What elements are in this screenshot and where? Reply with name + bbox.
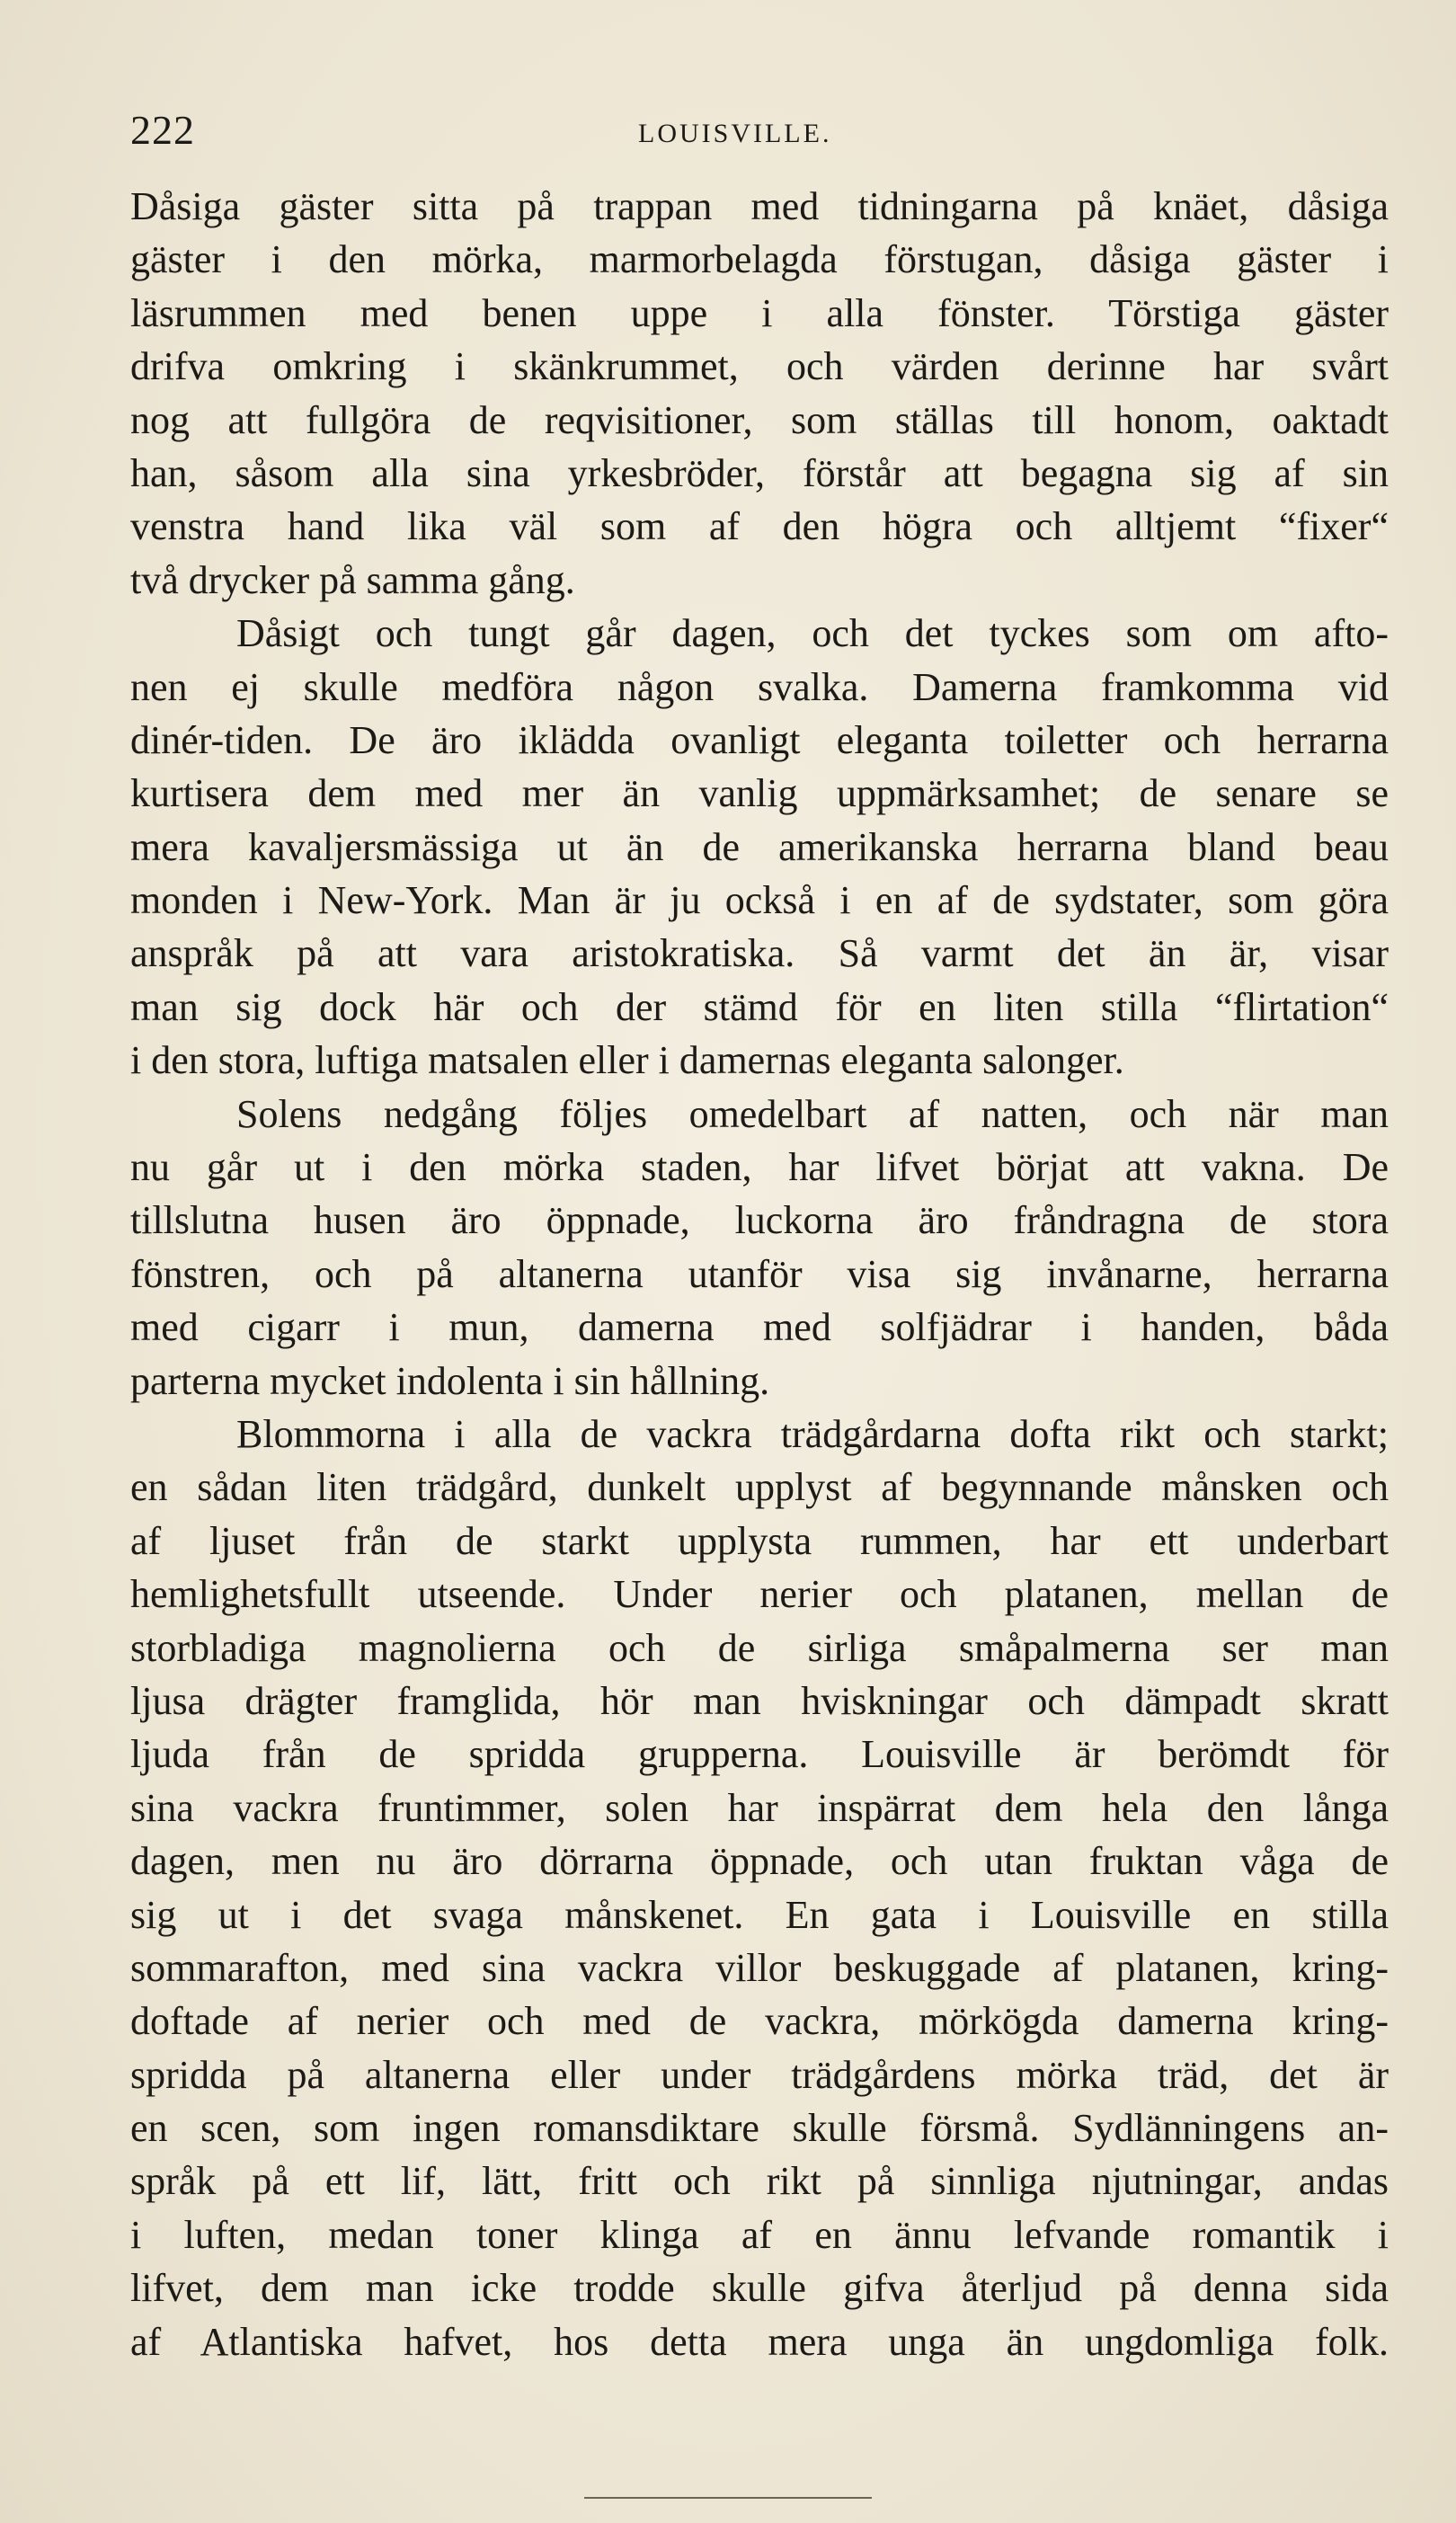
text-line: mera kavaljersmässiga ut än de amerikanska herrarna bland beau — [130, 824, 1389, 869]
text-line: tillslutna husen äro öppnade, luckorna äro fråndragna de stora — [130, 1198, 1389, 1243]
running-head: LOUISVILLE. — [638, 119, 832, 148]
text-line: sommarafton, med sina vackra villor beskuggade af platanen, kring- — [130, 1945, 1389, 1990]
text-line: Solens nedgång följes omedelbart af natten, och när man — [236, 1091, 1389, 1136]
text-line: med cigarr i mun, damerna med solfjädrar i handen, båda — [130, 1305, 1389, 1350]
text-line: drifva omkring i skänkrummet, och värden derinne har svårt — [130, 344, 1389, 389]
text-line: nog att fullgöra de reqvisitioner, som ställas till honom, oaktadt — [130, 397, 1389, 442]
text-line: spridda på altanerna eller under trädgårdens mörka träd, det är — [130, 2052, 1389, 2097]
text-line: en scen, som ingen romansdiktare skulle försmå. Sydlänningens an- — [130, 2106, 1389, 2151]
text-line: Dåsiga gäster sitta på trappan med tidningarna på knäet, dåsiga — [130, 184, 1389, 228]
text-line: doftade af nerier och med de vackra, mörkögda damerna kring- — [130, 1999, 1389, 2044]
text-line: Dåsigt och tungt går dagen, och det tyckes som om afto- — [236, 611, 1389, 656]
text-line: nen ej skulle medföra någon svalka. Damerna framkomma vid — [130, 664, 1389, 709]
text-line: i luften, medan toner klinga af en ännu lefvande romantik i — [130, 2212, 1389, 2257]
text-line: kurtisera dem med mer än vanlig uppmärksamhet; de senare se — [130, 771, 1389, 816]
text-line: två drycker på samma gång. — [130, 557, 575, 602]
text-line: han, såsom alla sina yrkesbröder, förstår att begagna sig af sin — [130, 450, 1389, 495]
text-line: dagen, men nu äro dörrarna öppnade, och utan fruktan våga de — [130, 1839, 1389, 1884]
text-line: ljuda från de spridda grupperna. Louisville är berömdt för — [130, 1732, 1389, 1777]
text-line: sina vackra fruntimmer, solen har inspärrat dem hela den långa — [130, 1785, 1389, 1830]
text-line: sig ut i det svaga månskenet. En gata i Louisville en stilla — [130, 1892, 1389, 1937]
text-line: hemlighetsfullt utseende. Under nerier och platanen, mellan de — [130, 1572, 1389, 1617]
text-line: venstra hand lika väl som af den högra och alltjemt “fixer“ — [130, 504, 1389, 549]
text-line: Blommorna i alla de vackra trädgårdarna dofta rikt och starkt; — [236, 1411, 1389, 1456]
text-line: parterna mycket indolenta i sin hållning. — [130, 1358, 770, 1403]
page-number: 222 — [130, 107, 195, 153]
text-line: lifvet, dem man icke trodde skulle gifva återljud på denna sida — [130, 2266, 1389, 2311]
text-line: storbladiga magnolierna och de sirliga småpalmerna ser man — [130, 1625, 1389, 1670]
text-line: nu går ut i den mörka staden, har lifvet börjat att vakna. De — [130, 1145, 1389, 1190]
text-line: språk på ett lif, lätt, fritt och rikt på sinnliga njutningar, andas — [130, 2159, 1389, 2204]
text-line: fönstren, och på altanerna utanför visa sig invånarne, herrarna — [130, 1251, 1389, 1296]
text-line: i den stora, luftiga matsalen eller i damernas eleganta salonger. — [130, 1038, 1124, 1083]
text-line: dinér-tiden. De äro iklädda ovanligt eleganta toiletter och herrarna — [130, 717, 1389, 762]
text-line: en sådan liten trädgård, dunkelt upplyst af begynnande månsken och — [130, 1465, 1389, 1510]
text-line: af ljuset från de starkt upplysta rummen, har ett underbart — [130, 1518, 1389, 1563]
text-line: anspråk på att vara aristokratiska. Så varmt det än är, visar — [130, 931, 1389, 976]
text-line: läsrummen med benen uppe i alla fönster. Törstiga gäster — [130, 290, 1389, 335]
text-line: man sig dock här och der stämd för en liten stilla “flirtation“ — [130, 984, 1389, 1029]
body-text — [130, 180, 1389, 2368]
bottom-rule — [584, 2497, 872, 2499]
text-line: ljusa drägter framglida, hör man hviskningar och dämpadt skratt — [130, 1678, 1389, 1723]
text-line: monden i New-York. Man är ju också i en af de sydstater, som göra — [130, 878, 1389, 923]
page-header — [130, 106, 1425, 160]
text-line: af Atlantiska hafvet, hos detta mera unga än ungdomliga folk. — [130, 2319, 1389, 2364]
text-line: gäster i den mörka, marmorbelagda förstugan, dåsiga gäster i — [130, 237, 1389, 282]
